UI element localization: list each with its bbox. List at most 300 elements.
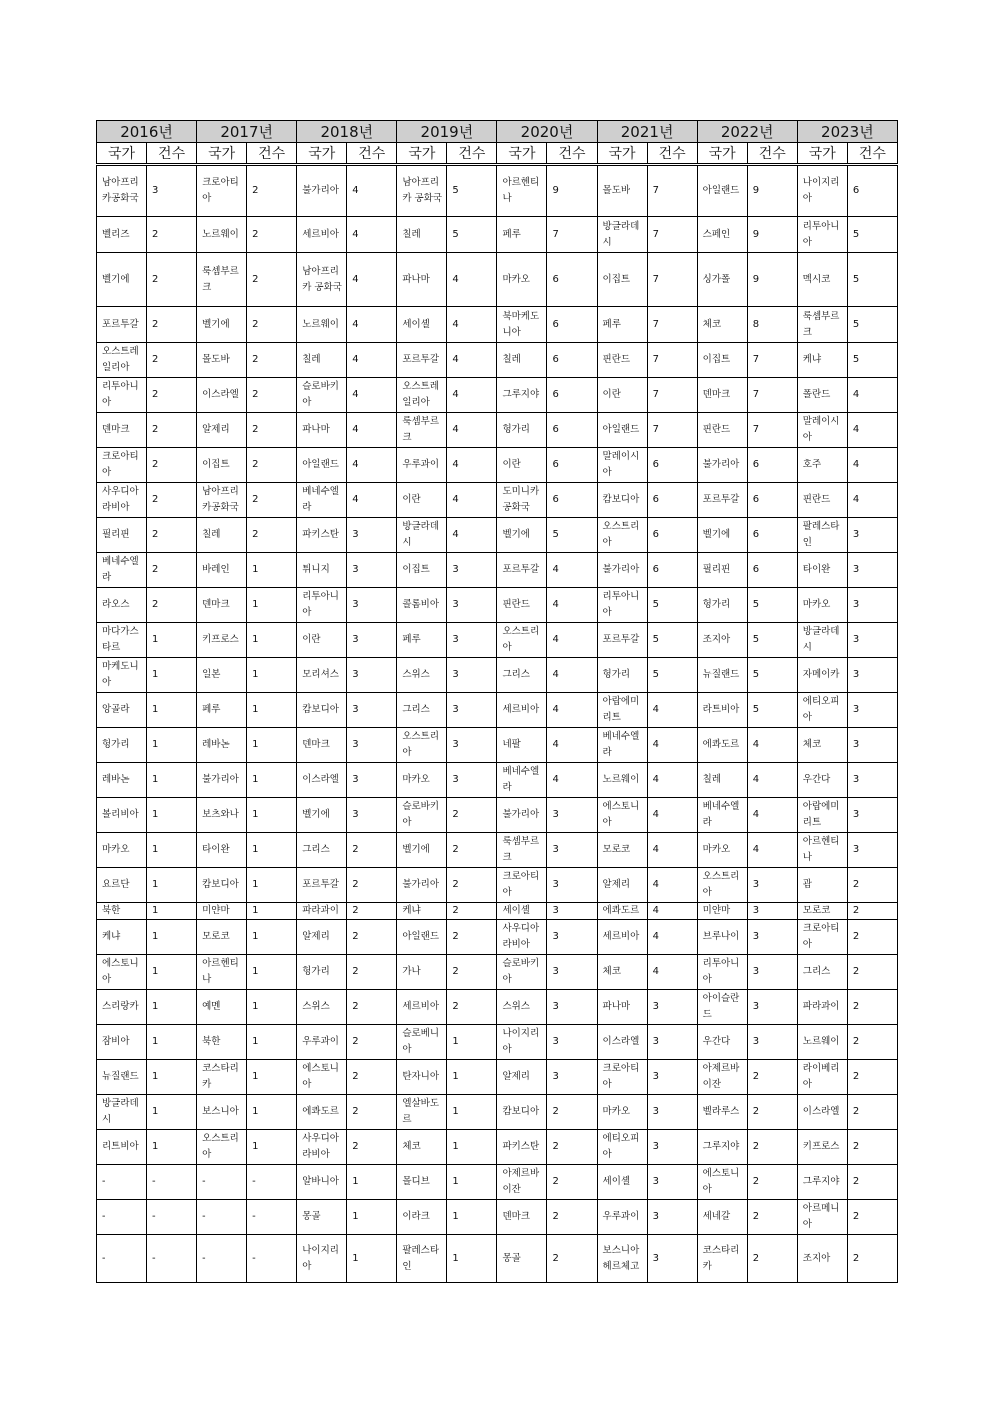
country-cell: 에스토니아 bbox=[297, 1060, 347, 1095]
country-cell: 덴마크 bbox=[697, 378, 747, 413]
count-cell: 7 bbox=[747, 378, 797, 413]
country-cell: 슬로바키아 bbox=[297, 378, 347, 413]
count-cell: 6 bbox=[747, 448, 797, 483]
country-cell: 에콰도르 bbox=[597, 903, 647, 920]
count-cell: 6 bbox=[647, 483, 697, 518]
count-cell: 9 bbox=[547, 165, 597, 217]
count-cell: 6 bbox=[647, 518, 697, 553]
country-cell: 북한 bbox=[197, 1025, 247, 1060]
count-cell: 2 bbox=[247, 483, 297, 518]
count-cell: 4 bbox=[647, 798, 697, 833]
country-cell: 에스토니아 bbox=[97, 955, 147, 990]
country-cell: 팔레스타인 bbox=[397, 1235, 447, 1283]
country-cell: 그리스 bbox=[797, 955, 847, 990]
table-row bbox=[97, 307, 898, 343]
count-cell: 3 bbox=[447, 693, 497, 728]
country-cell: 오스트리아 bbox=[697, 868, 747, 903]
country-cell: 팔레스타인 bbox=[797, 518, 847, 553]
count-header: 건수 bbox=[747, 143, 797, 165]
country-cell: 캄보디아 bbox=[497, 1095, 547, 1130]
count-cell: 6 bbox=[547, 307, 597, 343]
count-cell: 1 bbox=[447, 1235, 497, 1283]
count-cell: 2 bbox=[847, 903, 897, 920]
table-body bbox=[97, 165, 898, 1283]
country-cell: 룩셈부르크 bbox=[797, 307, 847, 343]
count-cell: 3 bbox=[547, 955, 597, 990]
country-cell: 스페인 bbox=[697, 217, 747, 253]
count-cell: 5 bbox=[847, 343, 897, 378]
count-cell: 7 bbox=[647, 378, 697, 413]
table-row bbox=[97, 1095, 898, 1130]
country-cell: - bbox=[97, 1165, 147, 1200]
country-cell: 파라과이 bbox=[797, 990, 847, 1025]
count-cell: - bbox=[247, 1235, 297, 1283]
country-cell: 벨리즈 bbox=[97, 217, 147, 253]
year-header: 2018년 bbox=[297, 121, 397, 143]
table-row bbox=[97, 955, 898, 990]
table-row bbox=[97, 1235, 898, 1283]
country-cell: 칠레 bbox=[397, 217, 447, 253]
country-cell: 조지아 bbox=[797, 1235, 847, 1283]
count-cell: 7 bbox=[647, 413, 697, 448]
count-cell: 2 bbox=[147, 588, 197, 623]
count-cell: 1 bbox=[247, 903, 297, 920]
count-cell: 8 bbox=[747, 307, 797, 343]
country-cell: 에콰도르 bbox=[297, 1095, 347, 1130]
country-cell: 아일랜드 bbox=[397, 920, 447, 955]
country-cell: 코스타리카 bbox=[697, 1235, 747, 1283]
country-cell: 칠레 bbox=[297, 343, 347, 378]
count-cell: 5 bbox=[847, 217, 897, 253]
count-cell: 2 bbox=[147, 217, 197, 253]
count-cell: 1 bbox=[147, 693, 197, 728]
country-cell: 불가리아 bbox=[597, 553, 647, 588]
table-row bbox=[97, 518, 898, 553]
country-cell: 몰도바 bbox=[597, 165, 647, 217]
count-cell: 1 bbox=[147, 658, 197, 693]
count-cell: 6 bbox=[647, 553, 697, 588]
count-cell: 3 bbox=[747, 1025, 797, 1060]
count-cell: 5 bbox=[647, 623, 697, 658]
country-cell: 앙골라 bbox=[97, 693, 147, 728]
country-cell: 보스니아 bbox=[197, 1095, 247, 1130]
country-cell: 베네수엘라 bbox=[97, 553, 147, 588]
count-cell: 1 bbox=[247, 1095, 297, 1130]
country-cell: 네팔 bbox=[497, 728, 547, 763]
count-cell: 2 bbox=[347, 990, 397, 1025]
count-cell: 7 bbox=[647, 343, 697, 378]
country-cell: 우루과이 bbox=[297, 1025, 347, 1060]
country-header: 국가 bbox=[197, 143, 247, 165]
count-cell: 4 bbox=[347, 165, 397, 217]
count-cell: 7 bbox=[647, 307, 697, 343]
count-header: 건수 bbox=[447, 143, 497, 165]
count-cell: 2 bbox=[747, 1060, 797, 1095]
country-cell: 조지아 bbox=[697, 623, 747, 658]
country-cell: 싱가폴 bbox=[697, 253, 747, 307]
country-cell: 방글라데시 bbox=[597, 217, 647, 253]
country-cell: 헝가리 bbox=[297, 955, 347, 990]
year-header: 2020년 bbox=[497, 121, 597, 143]
country-cell: 말레이시아 bbox=[597, 448, 647, 483]
year-header: 2017년 bbox=[197, 121, 297, 143]
country-cell: 파나마 bbox=[297, 413, 347, 448]
count-cell: 3 bbox=[347, 588, 397, 623]
country-cell: 벨기에 bbox=[197, 307, 247, 343]
country-cell: 포르투갈 bbox=[697, 483, 747, 518]
country-cell: 몽골 bbox=[497, 1235, 547, 1283]
country-cell: 자메이카 bbox=[797, 658, 847, 693]
country-cell: 라트비아 bbox=[697, 693, 747, 728]
country-cell: 폴란드 bbox=[797, 378, 847, 413]
count-cell: 2 bbox=[447, 955, 497, 990]
count-cell: 7 bbox=[647, 165, 697, 217]
country-cell: 체코 bbox=[797, 728, 847, 763]
table-row bbox=[97, 165, 898, 217]
count-cell: 2 bbox=[247, 378, 297, 413]
country-cell: 괌 bbox=[797, 868, 847, 903]
country-cell: 우루과이 bbox=[397, 448, 447, 483]
count-cell: 4 bbox=[847, 413, 897, 448]
country-cell: 마카오 bbox=[497, 253, 547, 307]
count-cell: 3 bbox=[347, 693, 397, 728]
country-cell: 베네수엘라 bbox=[297, 483, 347, 518]
country-cell: 아랍에미리트 bbox=[797, 798, 847, 833]
count-cell: 1 bbox=[247, 833, 297, 868]
count-cell: 4 bbox=[547, 623, 597, 658]
count-cell: 3 bbox=[847, 658, 897, 693]
count-cell: 3 bbox=[647, 1200, 697, 1235]
count-cell: 2 bbox=[347, 868, 397, 903]
country-cell: 캄보디아 bbox=[197, 868, 247, 903]
country-cell: 알제리 bbox=[597, 868, 647, 903]
count-cell: 2 bbox=[847, 990, 897, 1025]
count-cell: 1 bbox=[147, 763, 197, 798]
country-cell: 리투아니아 bbox=[297, 588, 347, 623]
country-cell: 크로아티아 bbox=[597, 1060, 647, 1095]
country-cell: 아이슬란드 bbox=[697, 990, 747, 1025]
count-cell: 4 bbox=[347, 307, 397, 343]
count-cell: 1 bbox=[247, 658, 297, 693]
country-header: 국가 bbox=[297, 143, 347, 165]
country-cell: 베네수엘라 bbox=[597, 728, 647, 763]
count-cell: 4 bbox=[747, 728, 797, 763]
country-cell: 그루지야 bbox=[697, 1130, 747, 1165]
country-cell: 리투아니아 bbox=[97, 378, 147, 413]
country-cell: 벨기에 bbox=[97, 253, 147, 307]
country-cell: 에스토니아 bbox=[697, 1165, 747, 1200]
count-cell: 5 bbox=[747, 693, 797, 728]
count-header: 건수 bbox=[147, 143, 197, 165]
count-cell: 1 bbox=[447, 1060, 497, 1095]
country-cell: 스위스 bbox=[297, 990, 347, 1025]
count-cell: 3 bbox=[347, 798, 397, 833]
count-cell: 4 bbox=[347, 378, 397, 413]
count-cell: 1 bbox=[247, 693, 297, 728]
country-cell: 헝가리 bbox=[697, 588, 747, 623]
country-cell: 이집트 bbox=[397, 553, 447, 588]
country-cell: 미얀마 bbox=[697, 903, 747, 920]
country-cell: 핀란드 bbox=[697, 413, 747, 448]
count-cell: 2 bbox=[347, 920, 397, 955]
count-cell: 4 bbox=[347, 217, 397, 253]
count-cell: 1 bbox=[247, 868, 297, 903]
count-cell: 2 bbox=[847, 955, 897, 990]
count-cell: 5 bbox=[547, 518, 597, 553]
country-cell: 그리스 bbox=[397, 693, 447, 728]
count-cell: 1 bbox=[447, 1165, 497, 1200]
count-cell: 2 bbox=[447, 798, 497, 833]
count-cell: 7 bbox=[747, 413, 797, 448]
count-cell: 2 bbox=[247, 307, 297, 343]
country-cell: 슬로바키아 bbox=[397, 798, 447, 833]
count-cell: 6 bbox=[747, 518, 797, 553]
country-header: 국가 bbox=[497, 143, 547, 165]
country-cell: 세르비아 bbox=[297, 217, 347, 253]
country-cell: 나이지리아 bbox=[497, 1025, 547, 1060]
year-header: 2019년 bbox=[397, 121, 497, 143]
count-cell: 6 bbox=[547, 448, 597, 483]
country-cell: 케냐 bbox=[397, 903, 447, 920]
count-cell: 4 bbox=[647, 693, 697, 728]
country-cell: 알제리 bbox=[297, 920, 347, 955]
country-cell: - bbox=[197, 1200, 247, 1235]
country-cell: 그루지야 bbox=[497, 378, 547, 413]
country-cell: 남아프리카공화국 bbox=[197, 483, 247, 518]
country-cell: 그리스 bbox=[297, 833, 347, 868]
year-header: 2016년 bbox=[97, 121, 197, 143]
country-cell: 도미니카공화국 bbox=[497, 483, 547, 518]
count-cell: 1 bbox=[247, 1060, 297, 1095]
count-cell: 2 bbox=[147, 307, 197, 343]
count-cell: 2 bbox=[847, 1200, 897, 1235]
count-cell: 5 bbox=[447, 217, 497, 253]
count-cell: 3 bbox=[647, 1060, 697, 1095]
country-cell: 사우디아라비아 bbox=[297, 1130, 347, 1165]
count-cell: 1 bbox=[447, 1200, 497, 1235]
count-cell: 4 bbox=[447, 343, 497, 378]
count-cell: 1 bbox=[247, 920, 297, 955]
count-cell: 3 bbox=[647, 1235, 697, 1283]
country-header: 국가 bbox=[597, 143, 647, 165]
country-cell: 파나마 bbox=[597, 990, 647, 1025]
country-cell: 라이베리아 bbox=[797, 1060, 847, 1095]
count-cell: 6 bbox=[747, 483, 797, 518]
count-cell: 2 bbox=[447, 990, 497, 1025]
count-cell: 2 bbox=[547, 1235, 597, 1283]
count-cell: 2 bbox=[247, 413, 297, 448]
country-cell: 칠레 bbox=[497, 343, 547, 378]
country-cell: 베네수엘라 bbox=[697, 798, 747, 833]
country-cell: 케냐 bbox=[97, 920, 147, 955]
count-cell: 3 bbox=[647, 1130, 697, 1165]
country-cell: 룩셈부르크 bbox=[497, 833, 547, 868]
count-cell: 1 bbox=[347, 1165, 397, 1200]
table-row bbox=[97, 588, 898, 623]
country-cell: 오스트리아 bbox=[597, 518, 647, 553]
country-cell: 핀란드 bbox=[597, 343, 647, 378]
count-cell: 1 bbox=[147, 990, 197, 1025]
count-cell: 2 bbox=[847, 1095, 897, 1130]
country-cell: 말레이시아 bbox=[797, 413, 847, 448]
country-header: 국가 bbox=[697, 143, 747, 165]
country-cell: 오스트리아 bbox=[497, 623, 547, 658]
country-cell: 벨기에 bbox=[397, 833, 447, 868]
table-row bbox=[97, 658, 898, 693]
count-cell: 2 bbox=[147, 483, 197, 518]
table-row bbox=[97, 448, 898, 483]
count-cell: 3 bbox=[747, 990, 797, 1025]
count-cell: 1 bbox=[247, 553, 297, 588]
subheader-row bbox=[97, 143, 898, 165]
count-cell: 6 bbox=[847, 165, 897, 217]
country-cell: 튀니지 bbox=[297, 553, 347, 588]
count-cell: 3 bbox=[647, 1025, 697, 1060]
count-cell: 2 bbox=[347, 1130, 397, 1165]
count-cell: 4 bbox=[547, 553, 597, 588]
count-cell: 3 bbox=[347, 728, 397, 763]
count-cell: 2 bbox=[547, 1130, 597, 1165]
count-cell: 1 bbox=[447, 1025, 497, 1060]
count-header: 건수 bbox=[347, 143, 397, 165]
country-cell: 잠비아 bbox=[97, 1025, 147, 1060]
country-cell: 벨기에 bbox=[497, 518, 547, 553]
country-cell: 아일랜드 bbox=[597, 413, 647, 448]
country-cell: 콜롬비아 bbox=[397, 588, 447, 623]
count-cell: 3 bbox=[547, 1060, 597, 1095]
count-cell: 2 bbox=[247, 253, 297, 307]
count-cell: 1 bbox=[247, 798, 297, 833]
count-cell: 2 bbox=[347, 903, 397, 920]
country-cell: 리투아니아 bbox=[797, 217, 847, 253]
count-cell: 3 bbox=[147, 165, 197, 217]
country-cell: 우간다 bbox=[697, 1025, 747, 1060]
table-row bbox=[97, 1060, 898, 1095]
country-cell: 뉴질랜드 bbox=[697, 658, 747, 693]
country-cell: 페루 bbox=[397, 623, 447, 658]
country-cell: 마카오 bbox=[97, 833, 147, 868]
count-cell: 1 bbox=[247, 1130, 297, 1165]
count-cell: 5 bbox=[647, 658, 697, 693]
country-cell: 리트비아 bbox=[97, 1130, 147, 1165]
count-cell: 7 bbox=[747, 343, 797, 378]
count-header: 건수 bbox=[247, 143, 297, 165]
country-cell: 파나마 bbox=[397, 253, 447, 307]
country-cell: 아르헨티나 bbox=[497, 165, 547, 217]
country-cell: 아르헨티나 bbox=[797, 833, 847, 868]
country-cell: 이스라엘 bbox=[197, 378, 247, 413]
count-cell: 2 bbox=[247, 448, 297, 483]
country-cell: 핀란드 bbox=[497, 588, 547, 623]
country-cell: 이집트 bbox=[697, 343, 747, 378]
count-cell: 4 bbox=[547, 728, 597, 763]
country-cell: 체코 bbox=[697, 307, 747, 343]
country-cell: 방글라데시 bbox=[397, 518, 447, 553]
count-cell: 4 bbox=[647, 728, 697, 763]
count-cell: 2 bbox=[347, 955, 397, 990]
country-cell: 필리핀 bbox=[697, 553, 747, 588]
country-cell: 레바논 bbox=[197, 728, 247, 763]
country-cell: 노르웨이 bbox=[297, 307, 347, 343]
count-cell: 2 bbox=[547, 1200, 597, 1235]
count-cell: 3 bbox=[547, 868, 597, 903]
table-row bbox=[97, 1130, 898, 1165]
count-cell: 5 bbox=[847, 253, 897, 307]
country-cell: 아일랜드 bbox=[697, 165, 747, 217]
country-cell: 라오스 bbox=[97, 588, 147, 623]
count-cell: 2 bbox=[847, 1235, 897, 1283]
country-cell: 아제르바이잔 bbox=[697, 1060, 747, 1095]
count-cell: 9 bbox=[747, 165, 797, 217]
count-cell: 3 bbox=[547, 1025, 597, 1060]
count-cell: 1 bbox=[247, 763, 297, 798]
country-cell: 핀란드 bbox=[797, 483, 847, 518]
country-cell: 에티오피아 bbox=[797, 693, 847, 728]
count-cell: 6 bbox=[547, 413, 597, 448]
count-header: 건수 bbox=[647, 143, 697, 165]
country-cell: 남아프리카 공화국 bbox=[297, 253, 347, 307]
country-cell: - bbox=[197, 1235, 247, 1283]
count-cell: 4 bbox=[347, 253, 397, 307]
country-cell: 칠레 bbox=[697, 763, 747, 798]
count-cell: 6 bbox=[547, 343, 597, 378]
country-cell: 스위스 bbox=[497, 990, 547, 1025]
country-cell: 노르웨이 bbox=[197, 217, 247, 253]
count-cell: 4 bbox=[747, 763, 797, 798]
country-cell: 엘살바도르 bbox=[397, 1095, 447, 1130]
country-cell: 세르비아 bbox=[397, 990, 447, 1025]
country-cell: 아일랜드 bbox=[297, 448, 347, 483]
country-cell: 아제르바이잔 bbox=[497, 1165, 547, 1200]
country-cell: 아랍에미리트 bbox=[597, 693, 647, 728]
country-cell: 멕시코 bbox=[797, 253, 847, 307]
country-cell: 포르투갈 bbox=[497, 553, 547, 588]
country-cell: 마케도니아 bbox=[97, 658, 147, 693]
count-cell: 3 bbox=[847, 693, 897, 728]
country-cell: 모리셔스 bbox=[297, 658, 347, 693]
count-cell: 2 bbox=[147, 448, 197, 483]
country-cell: 타이완 bbox=[197, 833, 247, 868]
country-cell: 벨기에 bbox=[297, 798, 347, 833]
country-cell: 덴마크 bbox=[97, 413, 147, 448]
country-cell: 보스니아 헤르체고 bbox=[597, 1235, 647, 1283]
country-cell: 그리스 bbox=[497, 658, 547, 693]
count-cell: 3 bbox=[447, 658, 497, 693]
count-cell: 3 bbox=[847, 798, 897, 833]
country-cell: 포르투갈 bbox=[297, 868, 347, 903]
count-cell: 3 bbox=[647, 1165, 697, 1200]
country-cell: 오스트레일리아 bbox=[397, 378, 447, 413]
country-cell: 케냐 bbox=[797, 343, 847, 378]
table-row bbox=[97, 763, 898, 798]
count-cell: 3 bbox=[847, 623, 897, 658]
country-cell: 벨기에 bbox=[697, 518, 747, 553]
count-cell: 7 bbox=[547, 217, 597, 253]
count-cell: 3 bbox=[747, 903, 797, 920]
count-cell: 1 bbox=[347, 1200, 397, 1235]
country-cell: 이집트 bbox=[197, 448, 247, 483]
count-cell: 2 bbox=[747, 1200, 797, 1235]
country-cell: 아르메니아 bbox=[797, 1200, 847, 1235]
country-cell: 불가리아 bbox=[197, 763, 247, 798]
count-cell: 5 bbox=[747, 588, 797, 623]
count-cell: 4 bbox=[447, 253, 497, 307]
count-cell: 3 bbox=[347, 553, 397, 588]
count-cell: 4 bbox=[347, 448, 397, 483]
country-cell: 포르투갈 bbox=[597, 623, 647, 658]
country-cell: 세르비아 bbox=[497, 693, 547, 728]
country-cell: 파키스탄 bbox=[297, 518, 347, 553]
